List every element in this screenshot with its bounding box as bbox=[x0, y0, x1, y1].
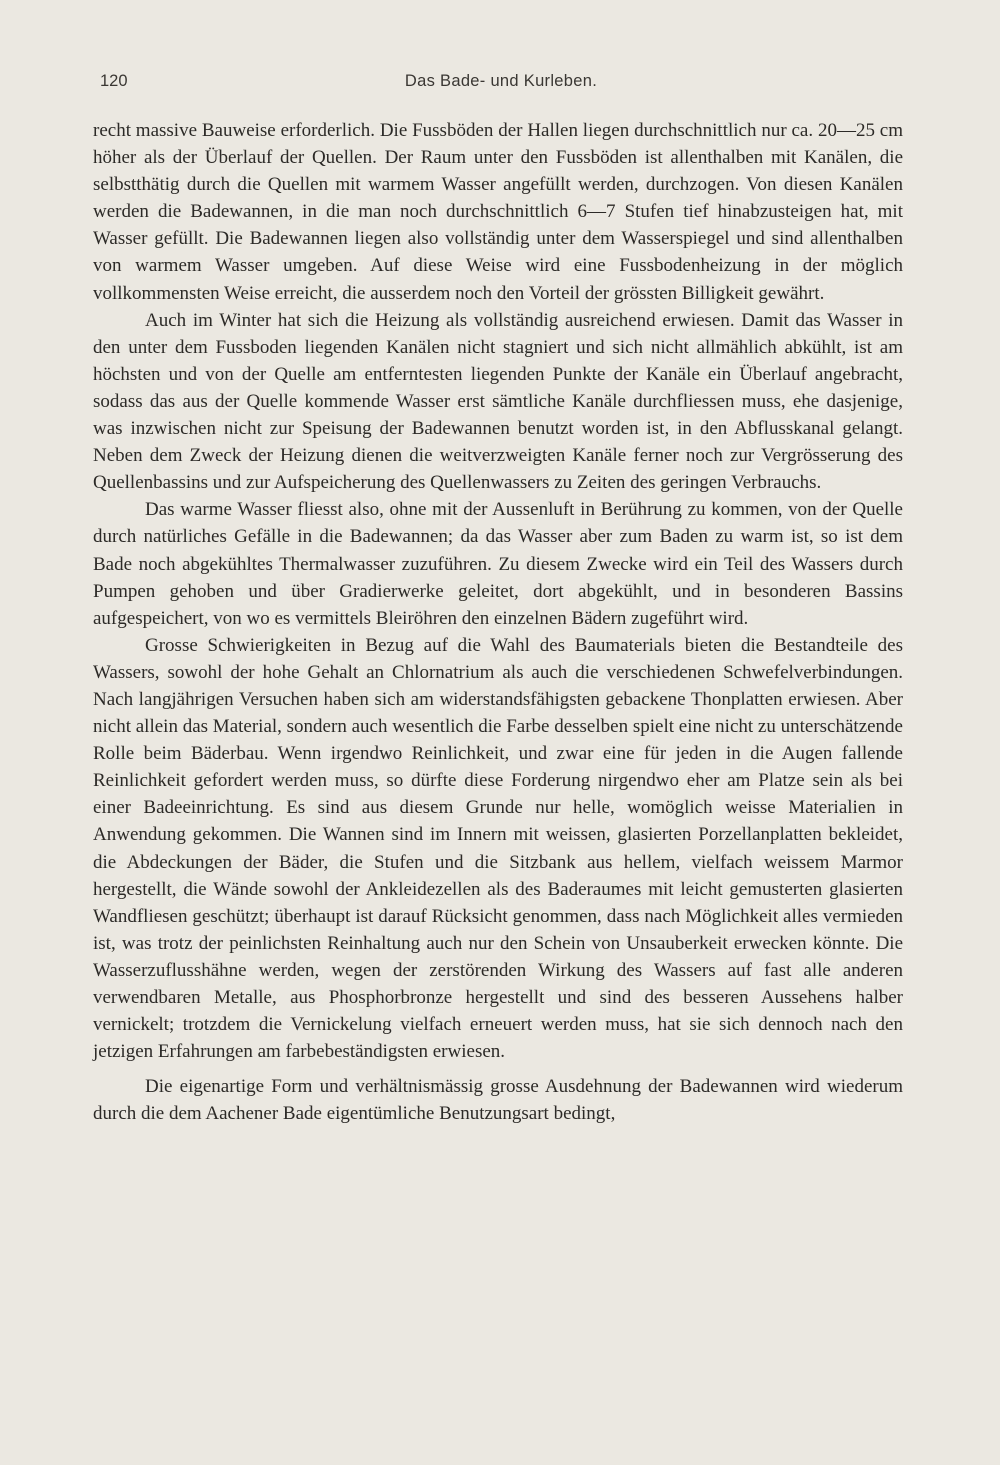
running-title: Das Bade- und Kurleben. bbox=[404, 72, 598, 90]
body-text bbox=[93, 117, 903, 1127]
paragraph-2: Auch im Winter hat sich die Heizung als vollständig ausreichend erwiesen. Damit das Wasser in den unter dem Fussboden liegenden Kanälen nicht stagniert und sich nicht allmählich abkühlt, ist am höchsten und von der Quelle am entferntesten liegenden Punkte der Kanäle ein Überlauf angebracht, sodass das aus der Quelle kommende Wasser erst sämtliche Kanäle durchfliessen muss, ehe dasjenige, was inzwischen nicht zur Speisung der Badewannen benutzt worden ist, in den Abflusskanal gelangt. Neben dem Zweck der Heizung dienen die weitverzweigten Kanäle ferner noch zur Vergrösserung des Quellenbassins und zur Aufspeicherung des Quellenwassers zu Zeiten des geringen Verbrauchs. bbox=[93, 309, 903, 494]
running-head bbox=[96, 72, 906, 100]
paragraph-1: recht massive Bauweise erforderlich. Die Fussböden der Hallen liegen durchschnittlich nur ca. 20—25 cm höher als der Überlauf der Quellen. Der Raum unter den Fussböden ist allenthalben mit Kanälen, die selbstthätig durch die Quellen mit warmem Wasser angefüllt werden, durchzogen. Von diesen Kanälen werden die Badewannen, in die man noch durchschnittlich 6—7 Stufen tief hinabzusteigen hat, mit Wasser gefüllt. Die Badewannen liegen also vollständig unter dem Wasserspiegel und sind allenthalben von warmem Wasser umgeben. Auf diese Weise wird eine Fussbodenheizung in der möglich vollkommensten Weise erreicht, die ausserdem noch den Vorteil der grössten Billigkeit gewährt. bbox=[93, 120, 903, 304]
paragraph-4: Grosse Schwierigkeiten in Bezug auf die Wahl des Baumaterials bieten die Bestandteile des Wassers, sowohl der hohe Gehalt an Chlornatrium als auch die verschiedenen Schwefelverbindungen. Nach langjährigen Versuchen haben sich am widerstandsfähigsten gebackene Thonplatten erwiesen. Aber nicht allein das Material, sondern auch wesentlich die Farbe desselben spielt eine nicht zu unterschätzende Rolle beim Bäderbau. Wenn irgendwo Reinlichkeit, und zwar eine für jeden in die Augen fallende Reinlichkeit gefordert werden muss, so dürfte diese Forderung nirgendwo eher am Platze sein als bei einer Badeeinrichtung. Es sind aus diesem Grunde nur helle, womöglich weisse Materialien in Anwendung gekommen. Die Wannen sind im Innern mit weissen, glasierten Porzellanplatten bekleidet, die Abdeckungen der Bäder, die Stufen und die Sitzbank aus hellem, vielfach weissem Marmor hergestellt, die Wände sowohl der Ankleidezellen als des Baderaumes mit leicht gemusterten glasierten Wandfliesen geschützt; überhaupt ist darauf Rücksicht genommen, dass nach Möglichkeit alles vermieden ist, was trotz der peinlichsten Reinhaltung auch nur den Schein von Unsauberkeit erwecken könnte. Die Wasserzuflusshähne werden, wegen der zerstörenden Wirkung des Wassers auf fast alle anderen verwendbaren Metalle, aus Phosphorbronze hergestellt und sind des besseren Aussehens halber vernickelt; trotzdem die Vernickelung vielfach erneuert werden muss, hat sie sich dennoch nach den jetzigen Erfahrungen am farbebeständigsten erwiesen. bbox=[93, 634, 903, 1063]
paragraph-5: Die eigenartige Form und verhältnismässig grosse Ausdehnung der Badewannen wird wiederum durch die dem Aachener Bade eigentümliche Benutzungsart bedingt, bbox=[93, 1076, 903, 1125]
paragraph-3: Das warme Wasser fliesst also, ohne mit der Aussenluft in Berührung zu kommen, von der Quelle durch natürliches Gefälle in die Badewannen; da das Wasser aber zum Baden zu warm ist, so ist dem Bade noch abgekühltes Thermalwasser zuzuführen. Zu diesem Zwecke wird ein Teil des Wassers durch Pumpen gehoben und über Gradierwerke geleitet, dort abgekühlt, und in besonderen Bassins aufgespeichert, von wo es vermittels Bleiröhren den einzelnen Bädern zugeführt wird. bbox=[93, 499, 903, 629]
page-number: 120 bbox=[100, 72, 128, 90]
